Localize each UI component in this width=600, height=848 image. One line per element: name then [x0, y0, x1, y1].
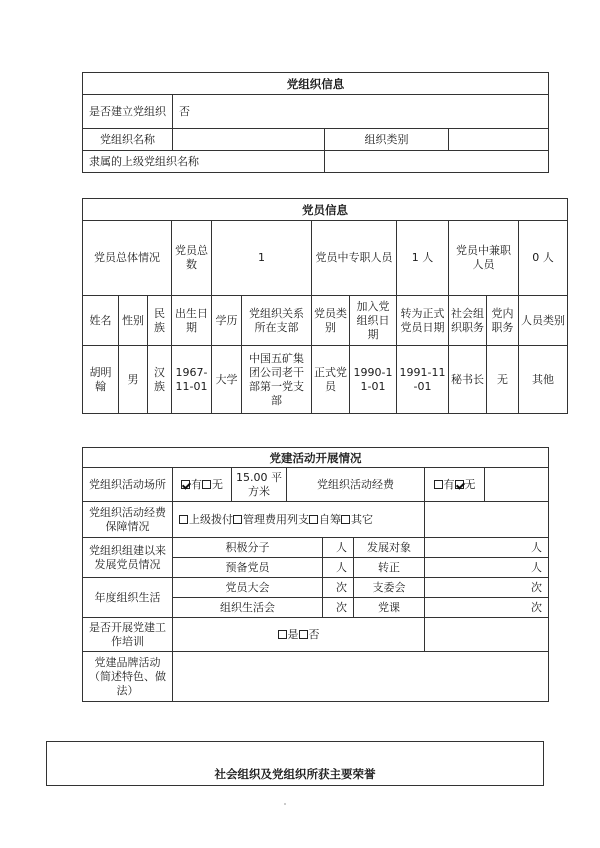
cell-gender[interactable]: 男: [119, 346, 148, 414]
funding-option-0[interactable]: [179, 513, 233, 526]
member-fulltime-value[interactable]: 1 人: [397, 221, 449, 296]
col-header-party-post: 党内职务: [487, 296, 519, 346]
cell-org-post[interactable]: 秘书长: [449, 346, 487, 414]
col-header-person-type: 人员类别: [519, 296, 568, 346]
funding-option-2[interactable]: [309, 513, 341, 526]
member-parttime-label: 党员中兼职人员: [449, 221, 519, 296]
member-overall-label: 党员总体情况: [83, 221, 172, 296]
table-row: [83, 346, 568, 414]
venue-area[interactable]: 15.00 平方米: [232, 468, 287, 502]
checkbox-icon[interactable]: [455, 480, 464, 489]
training-yes-option[interactable]: [278, 628, 299, 641]
funds-yes-option[interactable]: [434, 478, 455, 491]
committee-value[interactable]: 次: [425, 578, 549, 598]
activity-title: 党建活动开展情况: [83, 448, 549, 468]
funds-no-option[interactable]: [455, 478, 476, 491]
established-label: 是否建立党组织: [83, 95, 173, 129]
checkbox-icon[interactable]: [341, 515, 350, 524]
regular-value[interactable]: 人: [425, 558, 549, 578]
col-header-ethnicity: 民族: [148, 296, 172, 346]
funding-option-1[interactable]: [233, 513, 309, 526]
congress-label: 党员大会: [173, 578, 323, 598]
training-options: [173, 618, 425, 652]
checkbox-icon[interactable]: [299, 630, 308, 639]
funds-blank: [485, 468, 549, 502]
lesson-label: 党课: [354, 598, 425, 618]
orglife-value[interactable]: 次: [323, 598, 354, 618]
funds-label: 党组织活动经费: [287, 468, 425, 502]
cell-person-type[interactable]: 其他: [519, 346, 568, 414]
org-name-label: 党组织名称: [83, 129, 173, 151]
org-info-table: [82, 72, 549, 173]
org-name-value[interactable]: [173, 129, 325, 151]
funds-yes-label: 有: [443, 477, 455, 491]
training-label: 是否开展党建工作培训: [83, 618, 173, 652]
checkbox-icon[interactable]: [278, 630, 287, 639]
scan-speck: [284, 803, 286, 805]
checkbox-icon[interactable]: [181, 480, 190, 489]
col-header-join-date: 加入党组织日期: [350, 296, 397, 346]
org-type-label: 组织类别: [325, 129, 449, 151]
member-total-label: 党员总数: [172, 221, 212, 296]
develop-label: 发展对象: [354, 538, 425, 558]
honors-table: [46, 741, 544, 786]
col-header-member-type: 党员类别: [312, 296, 350, 346]
funding-options: [173, 502, 425, 538]
checkbox-icon[interactable]: [179, 515, 188, 524]
cell-party-post[interactable]: 无: [487, 346, 519, 414]
checkbox-icon[interactable]: [202, 480, 211, 489]
cell-birthdate[interactable]: 1967-11-01: [172, 346, 212, 414]
honors-title: 社会组织及党组织所获主要荣誉: [47, 742, 544, 786]
funding-option-label: 上级拨付: [189, 512, 233, 526]
col-header-org-post: 社会组织职务: [449, 296, 487, 346]
funds-options: [425, 468, 485, 502]
col-header-birthdate: 出生日期: [172, 296, 212, 346]
parent-org-label: 隶属的上级党组织名称: [83, 151, 325, 173]
training-no-option[interactable]: [299, 628, 320, 641]
recruit-label: 党组织组建以来发展党员情况: [83, 538, 173, 578]
venue-options: [173, 468, 232, 502]
member-parttime-value[interactable]: 0 人: [519, 221, 568, 296]
venue-yes-label: 有: [191, 477, 202, 491]
col-header-education: 学历: [212, 296, 242, 346]
cell-ethnicity[interactable]: 汉族: [148, 346, 172, 414]
lesson-value[interactable]: 次: [425, 598, 549, 618]
checkbox-icon[interactable]: [434, 480, 443, 489]
venue-no-label: 无: [212, 477, 223, 491]
org-type-value[interactable]: [449, 129, 549, 151]
training-yes-label: 是: [287, 627, 299, 641]
checkbox-icon[interactable]: [233, 515, 242, 524]
funding-option-3[interactable]: [341, 513, 373, 526]
orglife-label: 组织生活会: [173, 598, 323, 618]
col-header-name: 姓名: [83, 296, 119, 346]
training-blank: [425, 618, 549, 652]
member-info-table: [82, 198, 568, 414]
regular-label: 转正: [354, 558, 425, 578]
venue-label: 党组织活动场所: [83, 468, 173, 502]
brand-value[interactable]: [173, 652, 549, 702]
congress-value[interactable]: 次: [323, 578, 354, 598]
funding-option-label: 自筹: [319, 512, 341, 526]
funding-label: 党组织活动经费保障情况: [83, 502, 173, 538]
probation-label: 预备党员: [173, 558, 323, 578]
member-info-title: 党员信息: [83, 199, 568, 221]
cell-regular-date[interactable]: 1991-11-01: [397, 346, 449, 414]
training-no-label: 否: [308, 627, 320, 641]
venue-yes-option[interactable]: [181, 478, 202, 491]
venue-no-option[interactable]: [202, 478, 223, 491]
committee-label: 支委会: [354, 578, 425, 598]
funding-blank: [425, 502, 549, 538]
col-header-branch: 党组织关系所在支部: [242, 296, 312, 346]
funding-option-label: 管理费用列支: [243, 512, 309, 526]
col-header-gender: 性别: [119, 296, 148, 346]
cell-join-date[interactable]: 1990-11-01: [350, 346, 397, 414]
cell-member-type[interactable]: 正式党员: [312, 346, 350, 414]
cell-education[interactable]: 大学: [212, 346, 242, 414]
activist-value[interactable]: 人: [323, 538, 354, 558]
established-value[interactable]: 否: [173, 95, 549, 129]
funds-no-label: 无: [464, 477, 476, 491]
activist-label: 积极分子: [173, 538, 323, 558]
cell-name[interactable]: 胡明翰: [83, 346, 119, 414]
activity-table: [82, 447, 549, 702]
develop-value[interactable]: 人: [425, 538, 549, 558]
probation-value[interactable]: 人: [323, 558, 354, 578]
life-label: 年度组织生活: [83, 578, 173, 618]
cell-branch[interactable]: 中国五矿集团公司老干部第一党支部: [242, 346, 312, 414]
brand-label: 党建品牌活动（简述特色、做法）: [83, 652, 173, 702]
checkbox-icon[interactable]: [309, 515, 318, 524]
org-info-title: 党组织信息: [83, 73, 549, 95]
member-total-value[interactable]: 1: [212, 221, 312, 296]
col-header-regular-date: 转为正式党员日期: [397, 296, 449, 346]
parent-org-value[interactable]: [325, 151, 549, 173]
funding-option-label: 其它: [351, 512, 373, 526]
member-fulltime-label: 党员中专职人员: [312, 221, 397, 296]
